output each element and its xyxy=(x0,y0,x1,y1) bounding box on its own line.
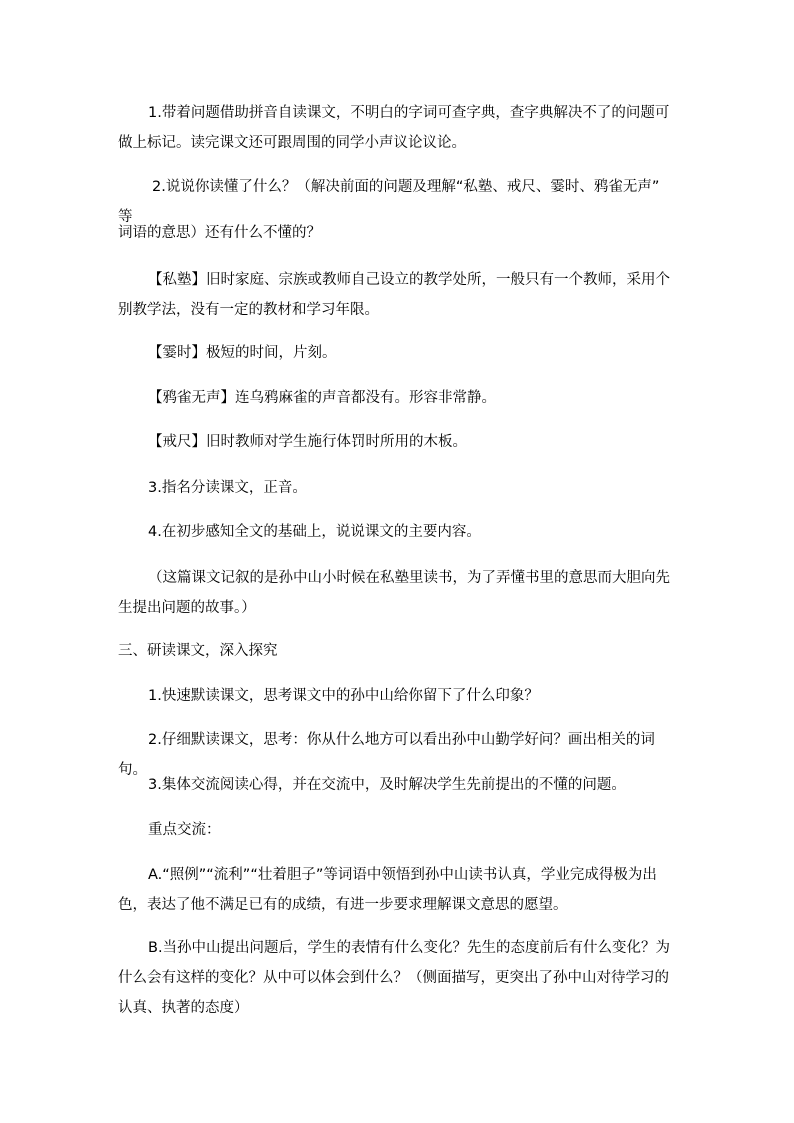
focus-discussion-label: 重点交流： xyxy=(148,822,221,838)
section-3-step-2: 2.仔细默读课文，思考：你从什么地方可以看出孙中山勤学好问？画出相关的词句。 xyxy=(118,732,655,778)
definition-sishu: 【私塾】旧时家庭、宗族或教师自己设立的教学处所，一般只有一个教师，采用个别教学法，没有一定的教材和学习年限。 xyxy=(118,272,670,318)
section-3-step-1: 1.快速默读课文，思考课文中的孙中山给你留下了什么印象？ xyxy=(148,688,539,704)
step-2-line-1: 2.说说你读懂了什么？（解决前面的问题及理解“私塾、戒尺、霎时、鸦雀无声” 等 xyxy=(118,179,660,225)
focus-point-b: B.当孙中山提出问题后，学生的表情有什么变化？先生的态度前后有什么变化？为什么会有这样的变化？从中可以体会到什么？（侧面描写，更突出了孙中山对待学习的认真、执著的态度） xyxy=(118,940,671,1016)
step-2-line-2: 词语的意思）还有什么不懂的？ xyxy=(118,225,321,241)
summary-paragraph: （这篇课文记叙的是孙中山小时候在私塾里读书，为了弄懂书里的意思而大胆向先生提出问题的故事。） xyxy=(118,570,670,616)
focus-point-a: A.“照例”“流利”“壮着胆子”等词语中领悟到孙中山读书认真，学业完成得极为出色，表达了他不满足已有的成绩，有进一步要求理解课文意思的愿望。 xyxy=(118,867,657,913)
step-1-paragraph: 1.带着问题借助拼音自读课文，不明白的字词可查字典，查字典解决不了的问题可做上标记。读完课文还可跟周围的同学小声议论议论。 xyxy=(118,105,670,151)
step-4-paragraph: 4.在初步感知全文的基础上，说说课文的主要内容。 xyxy=(148,524,481,540)
definition-shashi: 【霎时】极短的时间，片刻。 xyxy=(148,345,337,361)
step-3-paragraph: 3.指名分读课文，正音。 xyxy=(148,480,307,496)
definition-jiechi: 【戒尺】旧时教师对学生施行体罚时所用的木板。 xyxy=(148,434,467,450)
definition-yaque-wusheng: 【鸦雀无声】连乌鸦麻雀的声音都没有。形容非常静。 xyxy=(148,390,496,406)
section-3-step-3: 3.集体交流阅读心得，并在交流中，及时解决学生先前提出的不懂的问题。 xyxy=(148,777,626,793)
section-3-heading: 三、研读课文，深入探究 xyxy=(118,643,278,659)
